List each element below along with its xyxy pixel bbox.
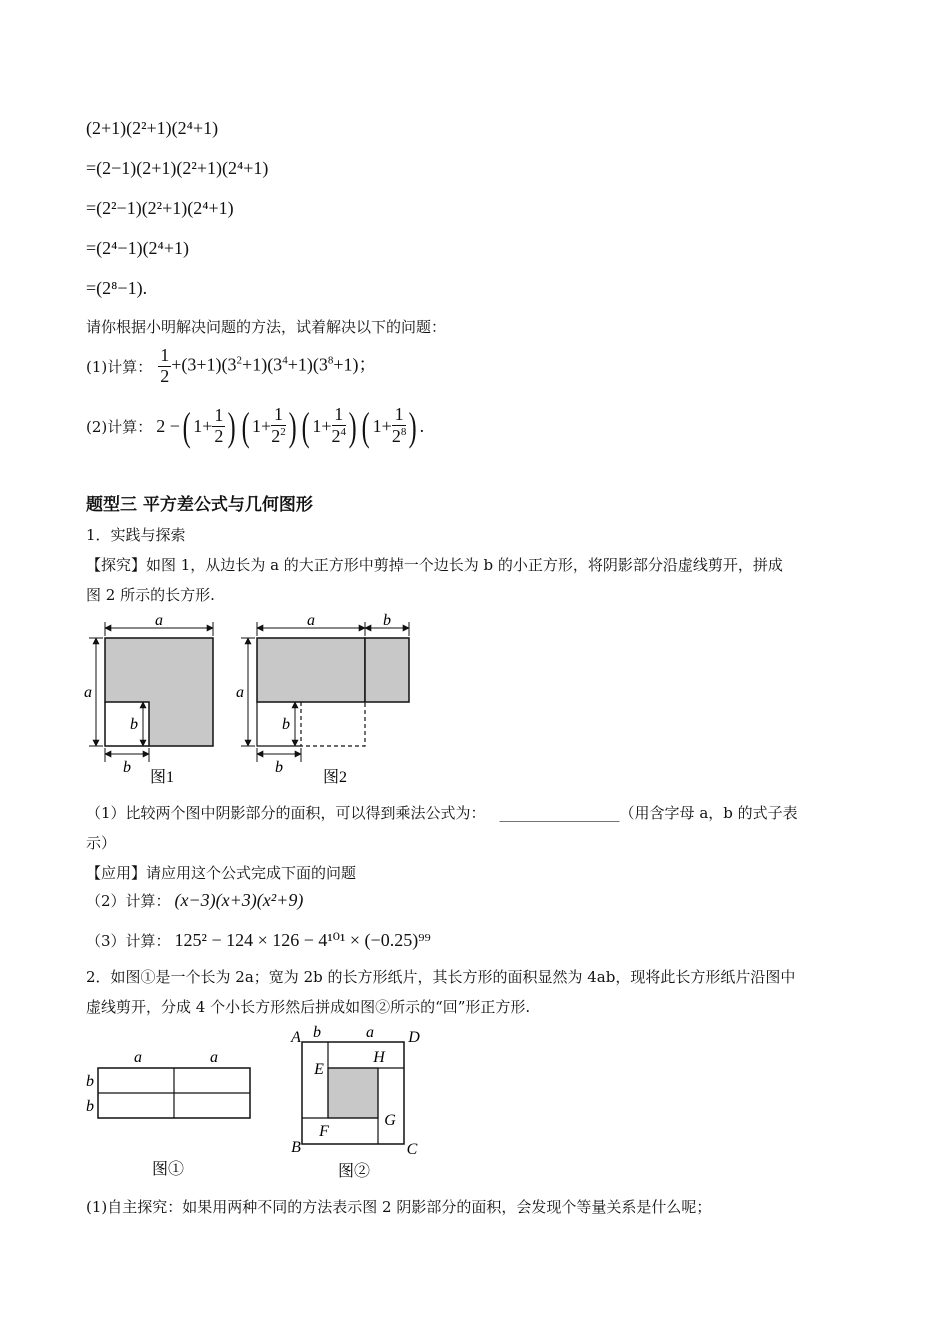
sub1-line-2: 示）	[86, 834, 117, 852]
fig2-right-rect	[365, 638, 409, 702]
section-title: 题型三 平方差公式与几何图形	[86, 495, 313, 515]
fig2-left-rect	[257, 638, 365, 702]
explore-line-2: 图 2 所示的长方形.	[86, 586, 215, 604]
circle2-caption: 图②	[337, 1163, 371, 1180]
fig1-label-a-top: a	[155, 612, 163, 629]
problem-2-sub-1: (1)自主探究：如果用两种不同的方法表示图 2 阴影部分的面积，会发现个等量关系是什么呢；	[86, 1198, 712, 1216]
fig2-caption: 图2	[322, 769, 348, 786]
q1-label: (1)计算：	[86, 357, 153, 376]
question-2	[86, 398, 424, 454]
circle2-label-A: A	[291, 1029, 301, 1046]
circle2-label-H: H	[373, 1049, 385, 1066]
sub2-label: （2）计算：	[86, 892, 171, 910]
sub3-label: （3）计算：	[86, 932, 171, 950]
derivation-line-1: (2+1)(2²+1)(2⁴+1)	[86, 118, 219, 138]
derivation-line-2: =(2−1)(2+1)(2²+1)(2⁴+1)	[86, 158, 269, 178]
circle1-label-b-top: b	[86, 1073, 94, 1090]
circle2-label-a: a	[366, 1024, 374, 1041]
fig1-label-a-left: a	[84, 684, 92, 701]
fig1-caption: 图1	[149, 769, 175, 786]
fig2-solid-corner	[257, 702, 301, 746]
problem-1-title: 1．实践与探索	[86, 526, 186, 544]
sub1-prompt: （1）比较两个图中阴影部分的面积，可以得到乘法公式为：	[86, 804, 486, 822]
problem-2-line-1: 2．如图①是一个长为 2a；宽为 2b 的长方形纸片，其长方形的面积显然为 4ab，现将此长方形纸片沿图中	[86, 968, 796, 986]
sub3-expression: 125² − 124 × 126 − 4¹⁰¹ × (−0.25)⁹⁹	[174, 930, 431, 950]
circle1-label-a-left: a	[134, 1049, 142, 1066]
circle1-caption: 图①	[151, 1161, 185, 1178]
circle1-label-a-right: a	[210, 1049, 218, 1066]
sub1-line-1	[86, 802, 798, 823]
apply-text: 【应用】请应用这个公式完成下面的问题	[86, 864, 357, 882]
sub3-row	[86, 930, 431, 951]
question-1	[86, 344, 376, 388]
fig1-label-b-bottom: b	[123, 759, 131, 776]
figure-circle-1	[82, 1044, 262, 1184]
derivation-line-3: =(2²−1)(2²+1)(2⁴+1)	[86, 198, 234, 218]
circle2-shaded-square	[328, 1068, 378, 1118]
circle2-label-E: E	[314, 1061, 324, 1078]
sub1-tail: （用含字母 a，b 的式子表	[619, 804, 798, 822]
intro-text: 请你根据小明解决问题的方法，试着解决以下的问题：	[86, 318, 447, 336]
circle2-label-b: b	[313, 1024, 321, 1041]
problem-2-line-2: 虚线剪开，分成 4 个小长方形然后拼成如图②所示的“回”形正方形.	[86, 998, 531, 1016]
fig2-label-b-bottom: b	[275, 759, 283, 776]
circle2-label-B: B	[291, 1139, 301, 1156]
figure-circle-2	[284, 1024, 434, 1186]
fig2-label-a-top: a	[307, 612, 315, 629]
circle2-label-D: D	[408, 1029, 420, 1046]
figure-2	[234, 612, 414, 792]
fig1-label-b-inner: b	[130, 716, 138, 733]
q2-expression: 2 − ( 1+ $\frac{1}{2}$ ) ( 1+ $\frac{1}{2^2}$ ) ( 1+ $\frac{1}{2^4}$ ) ( 1+ $\frac{1}{2^8}$ ) .	[156, 403, 425, 449]
circle2-label-G: G	[384, 1112, 396, 1129]
derivation-line-5: =(2⁸−1).	[86, 278, 148, 298]
fig2-label-b-inner: b	[282, 716, 290, 733]
fig2-label-a-left: a	[236, 684, 244, 701]
fig1-small-square-edge	[105, 702, 149, 746]
sub2-expression: (x−3)(x+3)(x²+9)	[174, 890, 304, 910]
q1-expression: $\frac{1}{2}$ $+(3+1)(3^2+1)(3^4+1)(3^8+1)$；	[160, 344, 377, 386]
fig2-label-b-top: b	[383, 612, 391, 629]
fraction-one-half: $\frac{1}{2}$	[160, 344, 170, 386]
circle1-label-b-bottom: b	[86, 1098, 94, 1115]
derivation-line-4: =(2⁴−1)(2⁴+1)	[86, 238, 189, 258]
sub1-answer-blank[interactable]: ________________	[499, 804, 620, 822]
figure-1	[82, 612, 232, 792]
explore-line-1: 【探究】如图 1，从边长为 a 的大正方形中剪掉一个边长为 b 的小正方形，将阴影部分沿虚线剪开，拼成	[86, 556, 783, 574]
fig1-shaded-region	[105, 638, 213, 746]
q2-label: (2)计算：	[86, 417, 153, 436]
circle2-label-C: C	[406, 1141, 418, 1158]
sub2-row	[86, 890, 303, 911]
circle2-label-F: F	[319, 1123, 329, 1140]
fig2-dashed-outline	[301, 702, 365, 746]
